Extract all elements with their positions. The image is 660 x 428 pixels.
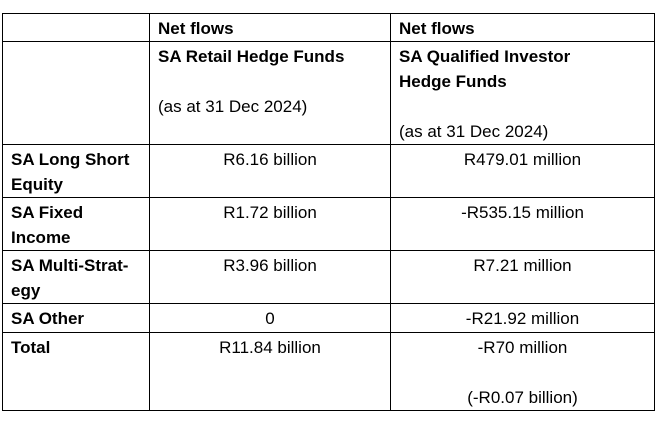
row-label (3, 198, 150, 251)
row-label-line2: egy (11, 281, 41, 300)
net-flows-table (2, 13, 655, 411)
row-label: SA Other (3, 304, 150, 333)
total-label: Total (3, 333, 150, 411)
retail-value: R1.72 billion (150, 198, 391, 251)
header-row-titles (3, 42, 655, 145)
header-retail-cell (150, 42, 391, 145)
row-label-line2: Equity (11, 175, 63, 194)
qualified-date: (as at 31 Dec 2024) (399, 122, 549, 141)
retail-value: R6.16 billion (150, 145, 391, 198)
row-label-line2: Income (11, 228, 71, 247)
empty-corner-cell (3, 14, 150, 42)
total-row (3, 333, 655, 411)
header-label: Net flows (158, 19, 234, 38)
qualified-value: -R535.15 million (391, 198, 655, 251)
row-label-line1: SA Long Short (11, 150, 130, 169)
qualified-title-line1: SA Qualified Investor (399, 47, 571, 66)
row-label-line1: SA Fixed (11, 203, 84, 222)
qualified-value: R479.01 million (391, 145, 655, 198)
row-label (3, 145, 150, 198)
total-qualified-note: (-R0.07 billion) (467, 388, 578, 407)
header-net-flows-retail (150, 14, 391, 42)
row-label (3, 251, 150, 304)
retail-title: SA Retail Hedge Funds (158, 47, 345, 66)
table-row (3, 251, 655, 304)
table-row (3, 198, 655, 251)
qualified-value: R7.21 million (391, 251, 655, 304)
qualified-value: -R21.92 million (391, 304, 655, 333)
header-qualified-cell (391, 42, 655, 145)
empty-label-cell (3, 42, 150, 145)
retail-date: (as at 31 Dec 2024) (158, 97, 308, 116)
header-net-flows-qualified (391, 14, 655, 42)
retail-value: 0 (150, 304, 391, 333)
row-label-line1: SA Multi-Strat- (11, 256, 129, 275)
header-label: Net flows (399, 19, 475, 38)
total-qualified-value: -R70 million (477, 338, 568, 357)
table-row (3, 304, 655, 333)
header-row-top (3, 14, 655, 42)
table-row (3, 145, 655, 198)
total-qualified-cell (391, 333, 655, 411)
retail-value: R3.96 billion (150, 251, 391, 304)
total-retail-value: R11.84 billion (150, 333, 391, 411)
qualified-title-line2: Hedge Funds (399, 72, 507, 91)
